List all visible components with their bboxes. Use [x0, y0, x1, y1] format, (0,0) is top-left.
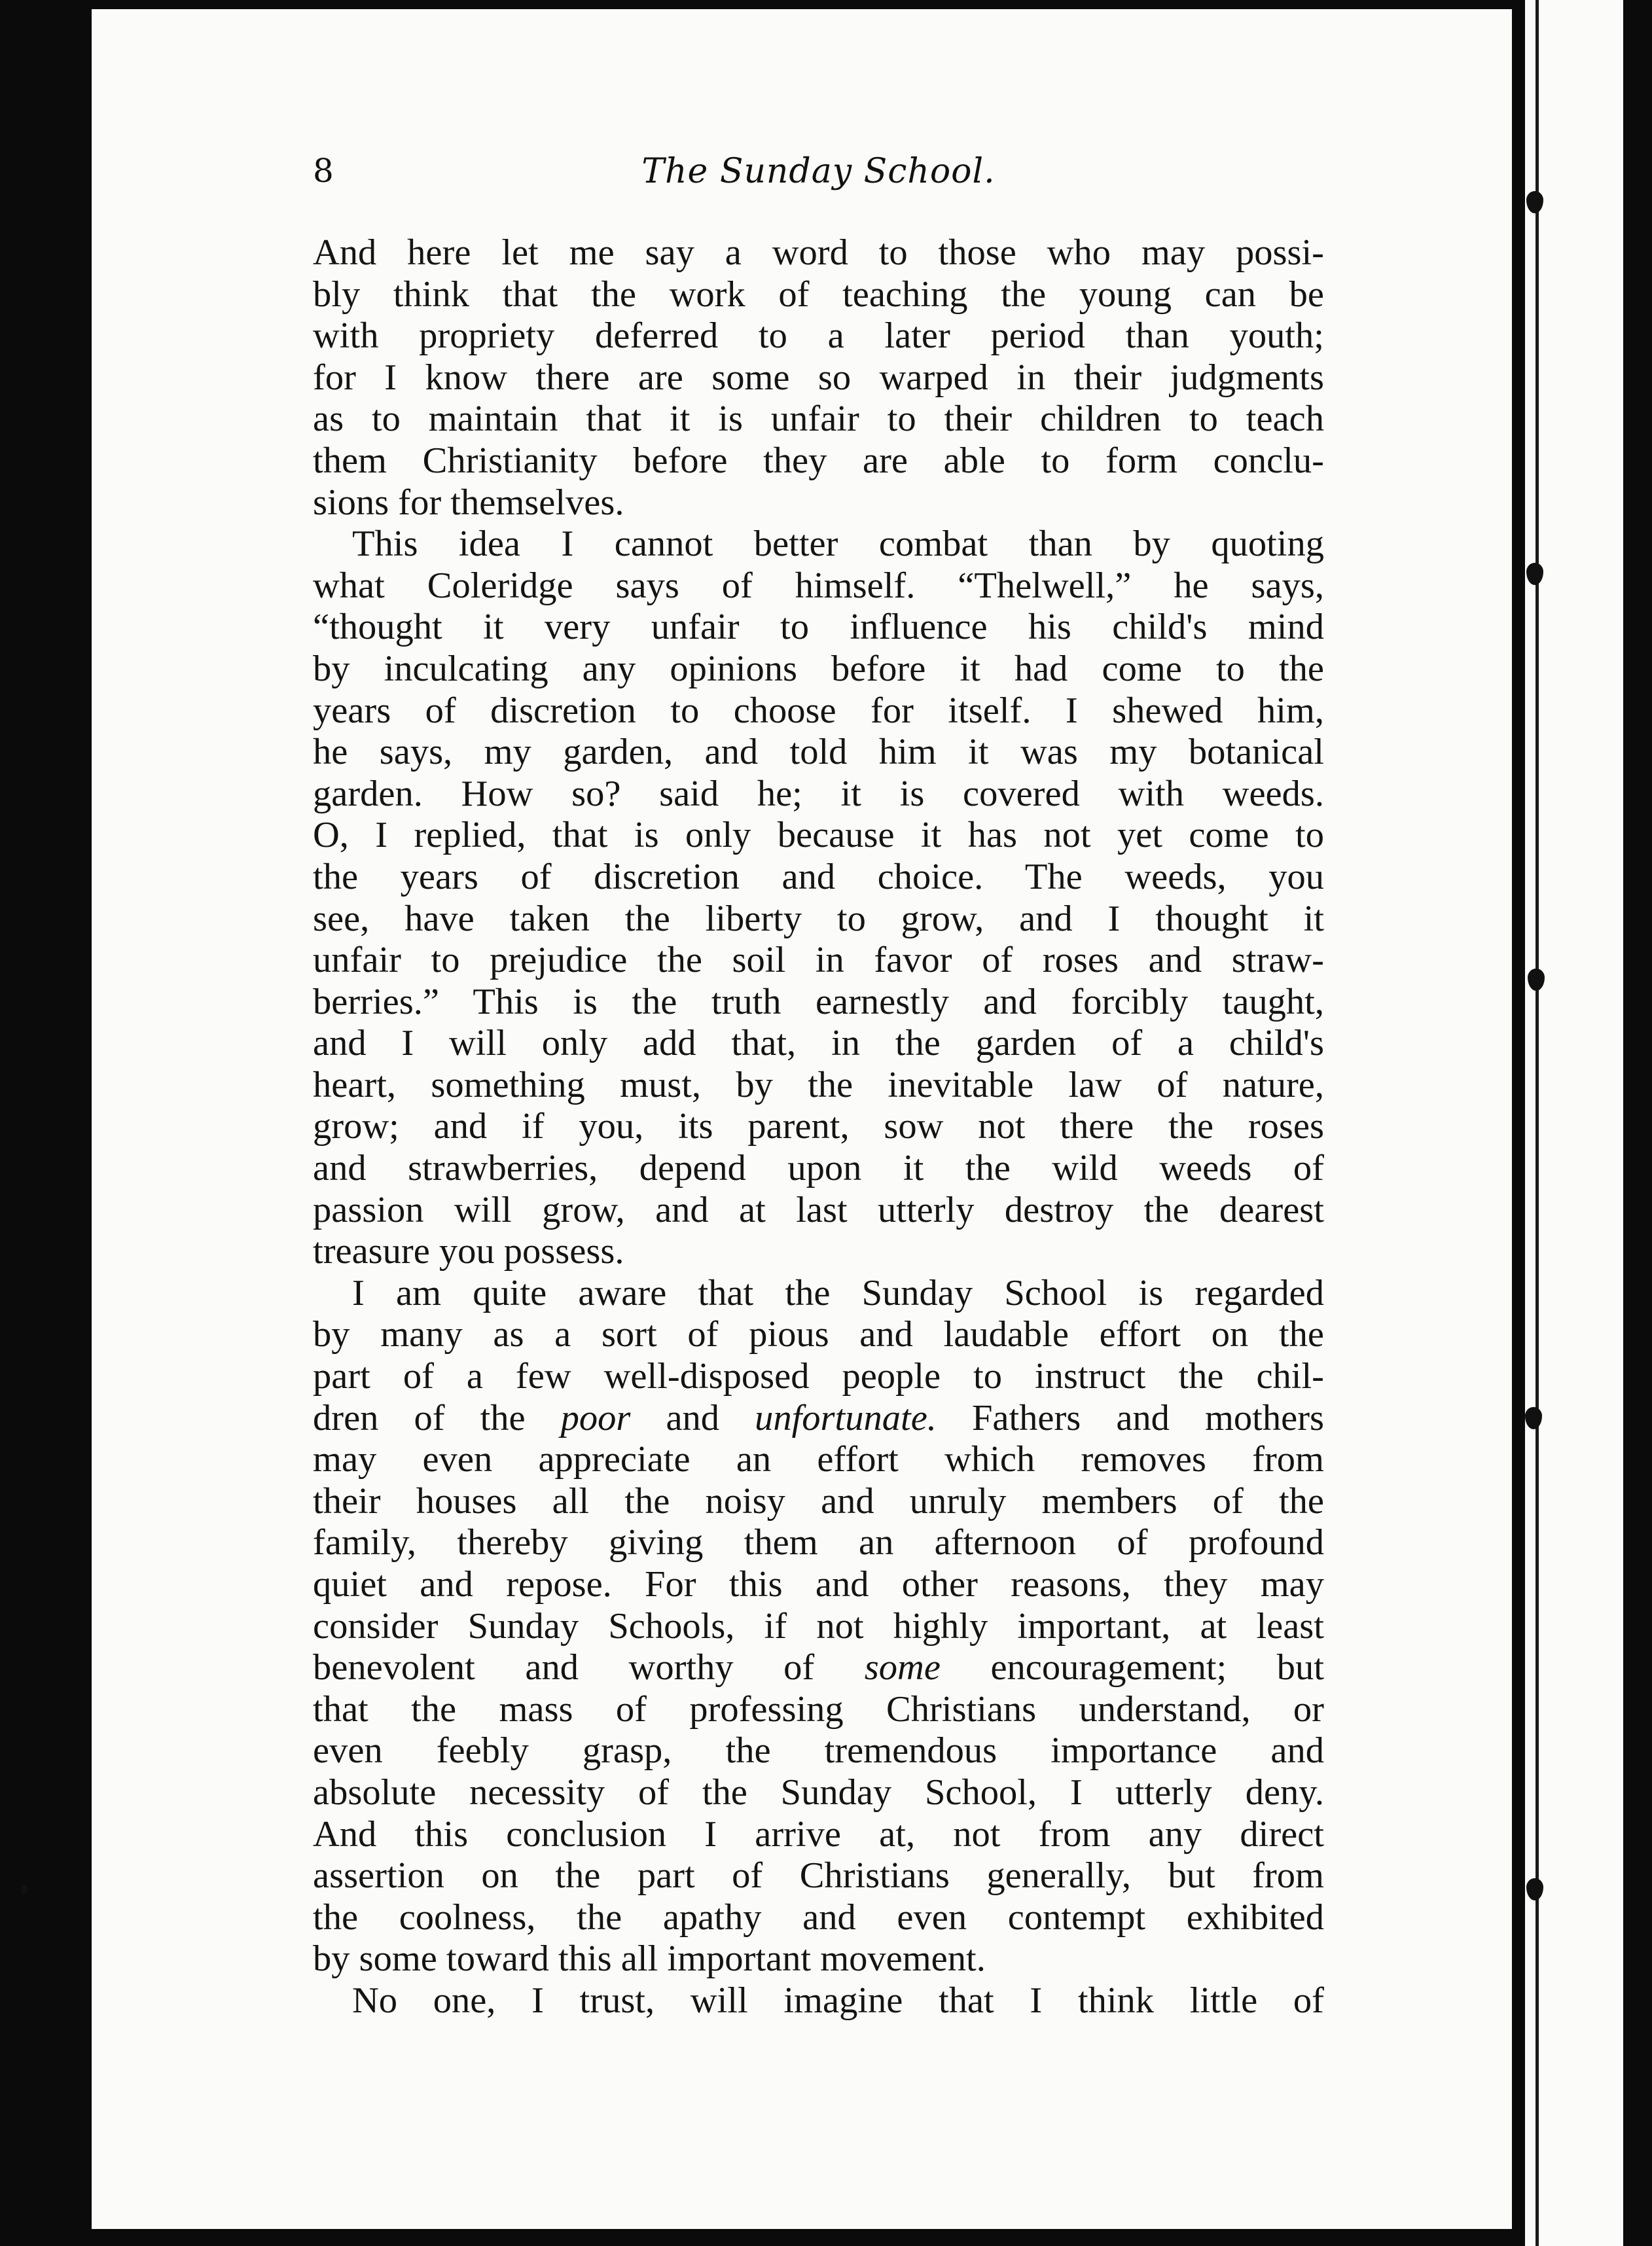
italic-poor: poor: [560, 1397, 631, 1438]
text-line: them Christianity before they are able to form conclu-: [313, 440, 1324, 481]
text-line: years of discretion to choose for itself. I shewed him,: [313, 690, 1324, 731]
text-line: berries.” This is the truth earnestly and forcibly taught,: [313, 981, 1324, 1022]
text-line: And here let me say a word to those who may possi-: [313, 232, 1324, 273]
text-line: grow; and if you, its parent, sow not there the roses: [313, 1106, 1324, 1147]
text-line: unfair to prejudice the soil in favor of roses and straw-: [313, 940, 1324, 981]
text-line: part of a few well-disposed people to instruct the chil-: [313, 1356, 1324, 1397]
text-line: as to maintain that it is unfair to their children to teach: [313, 399, 1324, 440]
text-line: what Coleridge says of himself. “Thelwell,” he says,: [313, 565, 1324, 606]
text-line: that the mass of professing Christians understand, or: [313, 1688, 1324, 1730]
text-span: dren of the: [313, 1397, 561, 1438]
text-span: benevolent and worthy of: [313, 1647, 865, 1688]
text-line: treasure you possess.: [313, 1231, 624, 1272]
text-line: “thought it very unfair to influence his child's mind: [313, 607, 1324, 648]
text-line: bly think that the work of teaching the young can be: [313, 274, 1324, 315]
text-line: O, I replied, that is only because it has not yet come to: [313, 815, 1324, 856]
running-title: The Sunday School.: [641, 152, 996, 191]
text-line: I am quite aware that the Sunday School is regarded: [352, 1272, 1324, 1313]
text-line: and I will only add that, in the garden of a child's: [313, 1023, 1324, 1064]
text-line: may even appreciate an effort which removes from: [313, 1439, 1324, 1480]
page-header: [313, 152, 1324, 198]
text-line: family, thereby giving them an afternoon of profound: [313, 1522, 1324, 1563]
text-line: with propriety deferred to a later period than youth;: [313, 315, 1324, 357]
text-line: quiet and repose. For this and other reasons, they may: [313, 1564, 1324, 1605]
text-line: he says, my garden, and told him it was my botanical: [313, 732, 1324, 773]
scan-speck: [21, 1885, 27, 1894]
text-line: And this conclusion I arrive at, not from any direct: [313, 1813, 1324, 1855]
text-line: and strawberries, depend upon it the wild weeds of: [313, 1148, 1324, 1189]
text-line: passion will grow, and at last utterly destroy the dearest: [313, 1189, 1324, 1230]
text-line: garden. How so? said he; it is covered with weeds.: [313, 773, 1324, 814]
text-line: by some toward this all important movement.: [313, 1938, 986, 1980]
text-line: even feebly grasp, the tremendous importance and: [313, 1730, 1324, 1772]
text-line: by many as a sort of pious and laudable effort on the: [313, 1314, 1324, 1355]
text-line: by inculcating any opinions before it had come to the: [313, 648, 1324, 689]
italic-unfortunate: unfortunate.: [755, 1397, 937, 1438]
text-line: for I know there are some so warped in their judgments: [313, 357, 1324, 398]
text-line: the coolness, the apathy and even contempt exhibited: [313, 1897, 1324, 1938]
text-line: This idea I cannot better combat than by quoting: [352, 524, 1324, 565]
text-span: and: [630, 1397, 755, 1438]
text-line: heart, something must, by the inevitable law of nature,: [313, 1064, 1324, 1105]
text-line: [313, 1398, 1324, 1440]
text-line: assertion on the part of Christians generally, but from: [313, 1855, 1324, 1897]
text-line: consider Sunday Schools, if not highly important, at least: [313, 1605, 1324, 1647]
text-line: the years of discretion and choice. The weeds, you: [313, 856, 1324, 897]
body-text: [313, 232, 1324, 2022]
adjacent-page-edge: [1525, 0, 1623, 2246]
text-span: encouragement; but: [940, 1647, 1324, 1688]
italic-some: some: [864, 1647, 941, 1688]
gutter-line: [1535, 0, 1539, 2246]
text-line: their houses all the noisy and unruly members of the: [313, 1480, 1324, 1522]
text-span: Fathers and mothers: [936, 1397, 1325, 1438]
page-number: 8: [313, 152, 334, 190]
text-line: absolute necessity of the Sunday School, I utterly deny.: [313, 1772, 1324, 1813]
text-line: see, have taken the liberty to grow, and I thought it: [313, 898, 1324, 939]
text-line: No one, I trust, will imagine that I think little of: [352, 1980, 1324, 2021]
text-line: [313, 1647, 1324, 1689]
text-line: sions for themselves.: [313, 482, 624, 523]
